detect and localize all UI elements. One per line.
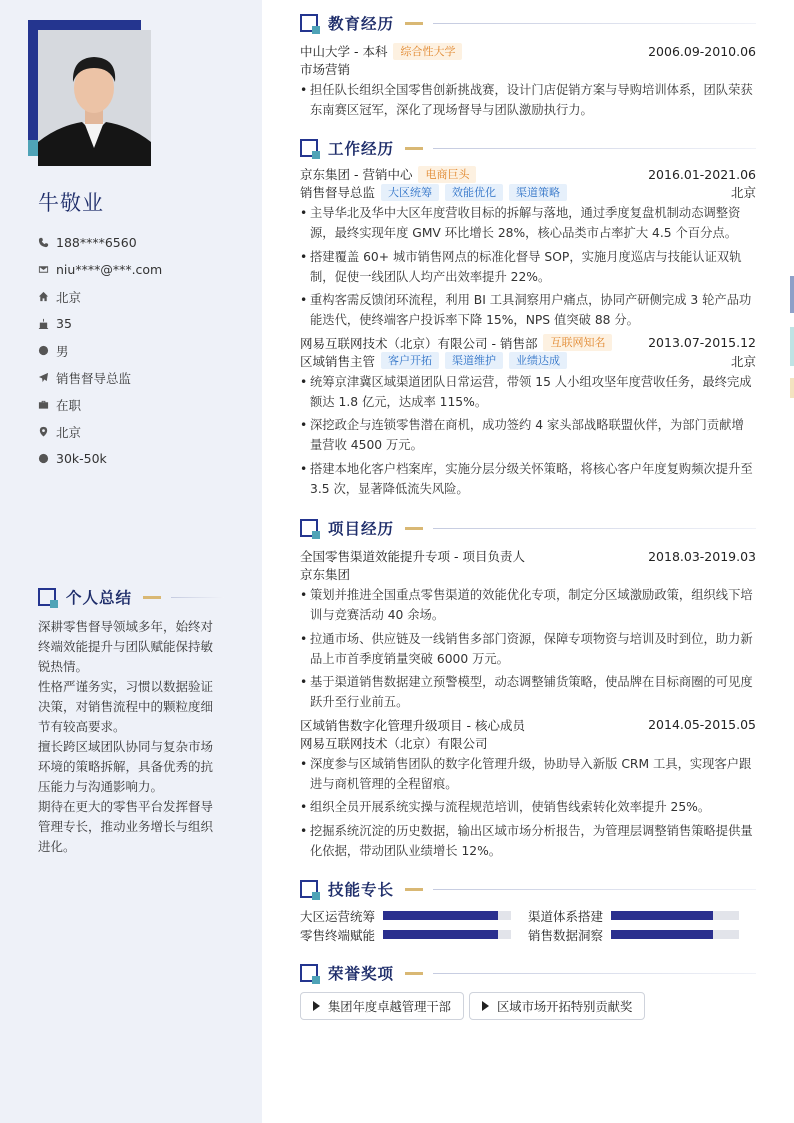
skills-section-title-wrap bbox=[300, 878, 756, 900]
briefcase-icon bbox=[38, 399, 49, 410]
section-square-icon bbox=[300, 14, 318, 32]
awards-list bbox=[300, 992, 650, 1020]
play-triangle-icon bbox=[313, 1001, 320, 1011]
contact-info-list bbox=[38, 229, 162, 472]
section-square-icon bbox=[300, 519, 318, 537]
edge-marker bbox=[790, 327, 794, 366]
play-triangle-icon bbox=[482, 1001, 489, 1011]
list-item: • 统筹京津冀区域渠道团队日常运营，带领 15 人小组攻坚年度营收任务，最终完成额达 1.8 亿元，达成率 115%。 bbox=[300, 372, 756, 412]
education-date: 2006.09-2010.06 bbox=[648, 43, 756, 59]
section-square-icon bbox=[300, 880, 318, 898]
project-date: 2014.05-2015.05 bbox=[648, 717, 756, 732]
list-item: • 担任队长组织全国零售创新挑战赛，设计门店促销方案与导购培训体系，团队荣获东南赛区冠军，深化了现场督导与团队激励执行力。 bbox=[300, 80, 756, 120]
list-item: • 搭建覆盖 60+ 城市销售网点的标准化督导 SOP，实施月度巡店与技能认证双轨制，促使一线团队人均产出效率提升 22%。 bbox=[300, 247, 756, 287]
job-city: 北京 bbox=[730, 353, 756, 369]
project-name: 区域销售数字化管理升级项目 - 核心成员 bbox=[300, 717, 525, 733]
project-section bbox=[300, 517, 756, 864]
company-name: 网易互联网技术（北京）有限公司 - 销售部 bbox=[300, 335, 538, 351]
awards-section-title: 荣誉奖项 bbox=[300, 962, 756, 984]
company-name: 京东集团 - 营销中心 bbox=[300, 167, 413, 182]
section-square-icon bbox=[38, 588, 56, 606]
gender-icon bbox=[38, 345, 49, 356]
company-tag: 互联网知名 bbox=[543, 334, 612, 351]
skill-item: 零售终端赋能 bbox=[300, 926, 528, 944]
skill-bar bbox=[611, 930, 739, 939]
work-section bbox=[300, 137, 756, 502]
info-target-position: 销售督导总监 bbox=[38, 364, 162, 391]
summary-text: 深耕零售督导领域多年，始终对终端效能提升与团队赋能保持敏锐热情。 性格严谨务实，习惯以数据验证决策，对销售流程中的颗粒度细节有较高要求。 擅长跨区域团队协同与复杂市场环境的策略拆解，具备优秀的抗压能力与沟通影响力。 期待在更大的零售平台发挥督导管理专长，推动业务增长与组织进化。 bbox=[38, 619, 214, 854]
project-org: 京东集团 bbox=[300, 567, 351, 582]
section-square-icon bbox=[300, 139, 318, 157]
candidate-name: 牛敬业 bbox=[38, 191, 104, 215]
project-section-title: 项目经历 bbox=[300, 517, 756, 539]
skills-list bbox=[300, 906, 756, 944]
education-section bbox=[300, 12, 756, 124]
award-badge: 区域市场开拓特别贡献奖 bbox=[469, 992, 645, 1020]
list-item: • 重构客需反馈闭环流程，利用 BI 工具洞察用户痛点，协同产研侧完成 3 轮产品功能迭代，使终端客户投诉率下降 15%，NPS 值突破 88 分。 bbox=[300, 290, 756, 330]
info-target-city: 北京 bbox=[38, 418, 162, 445]
location-pin-icon bbox=[38, 426, 49, 437]
info-phone: 188****6560 bbox=[38, 229, 162, 256]
education-row bbox=[300, 42, 756, 60]
info-salary: 30k-50k bbox=[38, 445, 162, 472]
job-date: 2013.07-2015.12 bbox=[648, 335, 756, 350]
list-item: • 挖掘系统沉淀的历史数据，输出区域市场分析报告，为管理层调整销售策略提供量化依据，带动团队业绩增长 12%。 bbox=[300, 821, 756, 861]
list-item: • 深挖政企与连锁零售潜在商机，成功签约 4 家头部战略联盟伙伴，为部门贡献增量营收 4500 万元。 bbox=[300, 415, 756, 455]
project-org: 网易互联网技术（北京）有限公司 bbox=[300, 735, 488, 751]
job-city: 北京 bbox=[730, 185, 756, 200]
info-gender: 男 bbox=[38, 337, 162, 364]
project-entry bbox=[300, 547, 756, 712]
edge-marker bbox=[790, 276, 794, 313]
job-position: 销售督导总监 bbox=[300, 185, 376, 200]
skill-tag: 大区统筹 bbox=[381, 184, 439, 201]
skill-bar bbox=[383, 930, 511, 939]
skill-item: 大区运营统筹 bbox=[300, 907, 528, 925]
school-name: 中山大学 - 本科 bbox=[300, 44, 388, 59]
profile-photo-frame bbox=[28, 20, 152, 166]
profile-photo bbox=[38, 30, 151, 166]
list-item: • 主导华北及华中大区年度营收目标的拆解与落地，通过季度复盘机制动态调整资源，最终实现年度 GMV 环比增长 28%，核心品类市占率扩大 4.5 个百分点。 bbox=[300, 203, 756, 243]
project-entry bbox=[300, 716, 756, 861]
education-bullets bbox=[300, 80, 756, 120]
phone-icon bbox=[38, 237, 49, 248]
list-item: • 搭建本地化客户档案库，实施分层分级关怀策略，将核心客户年度复购频次提升至 3.5 次，显著降低流失风险。 bbox=[300, 459, 756, 499]
birthday-cake-icon bbox=[38, 318, 49, 329]
skill-item: 渠道体系搭建 bbox=[528, 907, 756, 925]
main-content bbox=[262, 0, 794, 1123]
list-item: • 策划并推进全国重点零售渠道的效能优化专项，制定分区域激励政策，组织线下培训与竞赛活动 40 余场。 bbox=[300, 585, 756, 625]
skill-tag: 客户开拓 bbox=[381, 352, 439, 369]
section-square-icon bbox=[300, 964, 318, 982]
email-icon bbox=[38, 264, 49, 275]
skill-bar-fill bbox=[611, 930, 713, 939]
skill-bar bbox=[611, 911, 739, 920]
list-item: • 组织全员开展系统实操与流程规范培训，使销售线索转化效率提升 25%。 bbox=[300, 797, 756, 817]
home-icon bbox=[38, 291, 49, 302]
award-badge: 集团年度卓越管理干部 bbox=[300, 992, 464, 1020]
sidebar bbox=[0, 0, 262, 1123]
list-item: • 基于渠道销售数据建立预警模型，动态调整铺货策略，使品牌在目标商圈的可见度跃升至行业前五。 bbox=[300, 672, 756, 712]
paper-plane-icon bbox=[38, 372, 49, 383]
skill-tag: 渠道维护 bbox=[445, 352, 503, 369]
info-city: 北京 bbox=[38, 283, 162, 310]
work-section-title: 工作经历 bbox=[300, 137, 756, 159]
project-date: 2018.03-2019.03 bbox=[648, 548, 756, 564]
skill-bar bbox=[383, 911, 511, 920]
skill-bar-fill bbox=[383, 911, 498, 920]
skill-tag: 渠道策略 bbox=[509, 184, 567, 201]
skills-section-title: 技能专长 bbox=[300, 878, 756, 900]
major: 市场营销 bbox=[300, 62, 351, 77]
skill-tag: 效能优化 bbox=[445, 184, 503, 201]
skill-bar-fill bbox=[611, 911, 713, 920]
awards-section-title-wrap bbox=[300, 962, 756, 984]
info-email: niu****@***.com bbox=[38, 256, 162, 283]
job-entry bbox=[300, 334, 756, 499]
project-name: 全国零售渠道效能提升专项 - 项目负责人 bbox=[300, 549, 525, 564]
company-tag: 电商巨头 bbox=[418, 166, 476, 183]
list-item: • 深度参与区域销售团队的数字化管理升级，协助导入新版 CRM 工具，实现客户跟进与商机管理的全程留痕。 bbox=[300, 754, 756, 794]
skill-tag: 业绩达成 bbox=[509, 352, 567, 369]
summary-section-title: 个人总结 bbox=[38, 586, 224, 608]
job-entry bbox=[300, 165, 756, 330]
education-section-title: 教育经历 bbox=[300, 12, 756, 34]
salary-icon bbox=[38, 453, 49, 464]
list-item: • 拉通市场、供应链及一线销售多部门资源，保障专项物资与培训及时到位，助力新品上市首季度销量突破 6000 万元。 bbox=[300, 629, 756, 669]
skill-item: 销售数据洞察 bbox=[528, 926, 756, 944]
job-position: 区域销售主管 bbox=[300, 353, 376, 369]
info-age: 35 bbox=[38, 310, 162, 337]
school-tag: 综合性大学 bbox=[393, 43, 462, 60]
edge-marker bbox=[790, 378, 794, 398]
job-date: 2016.01-2021.06 bbox=[648, 166, 756, 182]
skill-bar-fill bbox=[383, 930, 498, 939]
info-status: 在职 bbox=[38, 391, 162, 418]
